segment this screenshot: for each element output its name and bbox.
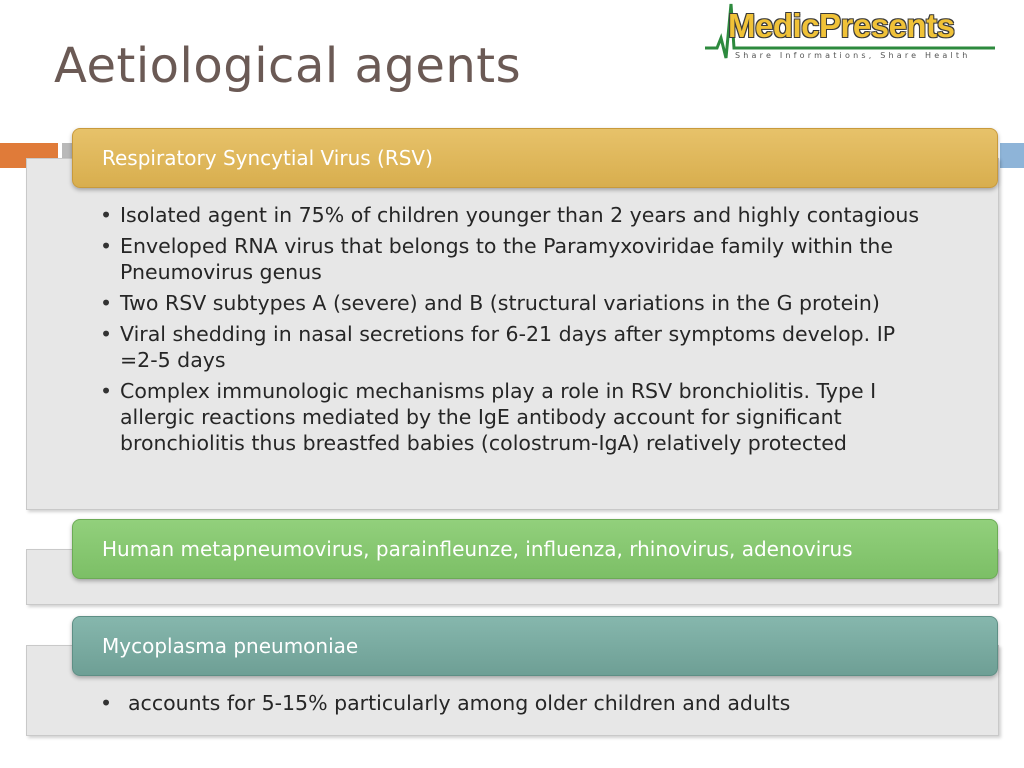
slide-title: Aetiological agents [54,38,522,94]
logo-tagline: Share Informations, Share Health [735,51,971,60]
mycoplasma-header [72,616,998,676]
list-item: • Isolated agent in 75% of children younger than 2 years and highly contagious [100,202,930,228]
list-item: • accounts for 5-15% particularly among older children and adults [100,690,930,716]
rsv-bullet-list [100,202,930,461]
list-item: • Viral shedding in nasal secretions for 6-21 days after symptoms develop. IP =2-5 days [100,321,930,373]
accent-bar-blue [1000,143,1024,168]
list-item: • Enveloped RNA virus that belongs to the Paramyxoviridae family within the Pneumovirus genus [100,233,930,285]
list-item: • Two RSV subtypes A (severe) and B (structural variations in the G protein) [100,290,930,316]
rsv-header-label: Respiratory Syncytial Virus (RSV) [102,146,433,170]
list-item: • Complex immunologic mechanisms play a role in RSV bronchiolitis. Type I allergic reactions mediated by the IgE antibody account for significant bronchiolitis thus breastfed babies (colostrum-IgA) relatively protected [100,378,930,456]
other-viruses-header-label: Human metapneumovirus, parainfleunze, influenza, rhinovirus, adenovirus [102,537,853,561]
logo-name: MedicPresents [728,7,955,44]
mycoplasma-header-label: Mycoplasma pneumoniae [102,634,359,658]
mycoplasma-bullet-list [100,690,930,721]
other-viruses-header [72,519,998,579]
rsv-header [72,128,998,188]
